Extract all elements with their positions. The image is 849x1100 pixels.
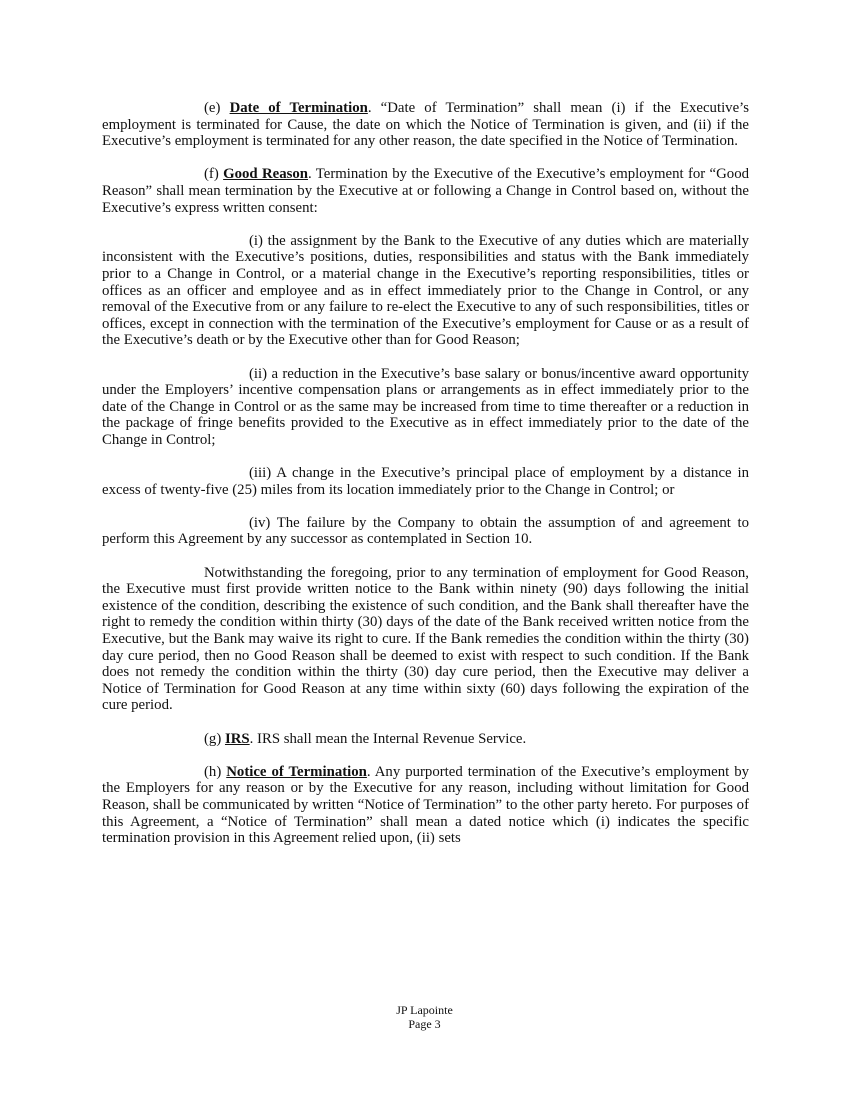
section-f-notwithstanding: Notwithstanding the foregoing, prior to any termination of employment for Good Reason, the Executive must first provide written notice to the Bank within ninety (90) days following the initial existence of the condition, describing the existence of such condition, and the Bank shall thereafter have the right to remedy the condition within thirty (30) days of the date of the Bank received written notice from the Executive, but the Bank may waive its right to cure. If the Bank remedies the condition within the thirty (30) day cure period, then no Good Reason shall be deemed to exist with respect to such condition. If the Bank does not remedy the condition within the thirty (30) day cure period, then the Executive may deliver a Notice of Termination for Good Reason at any time within sixty (60) days following the expiration of the cure period. [102,564,749,714]
section-f-item-ii: (ii) a reduction in the Executive’s base salary or bonus/incentive award opportunity under the Employers’ incentive compensation plans or arrangements as in effect immediately prior to the date of the Change in Control or as the same may be increased from time to time thereafter or a reduction in the package of fringe benefits provided to the Executive as in effect immediately prior to the date of the Change in Control; [102,365,749,448]
section-e-number: (e) [204,100,230,116]
section-g-number: (g) [204,730,225,747]
section-h-title: Notice of Termination [226,763,367,780]
section-f-paragraph [102,166,749,216]
section-h-text: . Any purported termination of the Executive’s employment by the Employers for any reason or by the Executive for any reason, including without limitation for Good Reason, shall be communicated by written “Notice of Termination” to the other party hereto. For purposes of this Agreement, a “Notice of Termination” shall mean a dated notice which (i) indicates the specific termination provision in this Agreement relied upon, (ii) sets [102,763,750,847]
section-e-paragraph [102,100,749,150]
section-g-text: . IRS shall mean the Internal Revenue Service. [249,730,527,747]
section-f-number: (f) [204,166,224,183]
section-f-text: . Termination by the Executive of the Executive’s employment for “Good Reason” shall mean termination by the Executive at or following a Change in Control based on, without the Executive’s express written consent: [102,166,749,216]
document-body [102,100,749,863]
section-g-paragraph [102,731,749,748]
section-f-item-iii: (iii) A change in the Executive’s principal place of employment by a distance in excess of twenty-five (25) miles from its location immediately prior to the Change in Control; or [102,465,749,498]
section-e-text: . “Date of Termination” shall mean (i) if the Executive’s employment is terminated for Cause, the date on which the Notice of Termination is given, and (ii) if the Executive’s employment is terminated for any other reason, the date specified in the Notice of Termination. [102,100,750,150]
section-h-number: (h) [204,763,227,780]
section-g-title: IRS [224,730,250,747]
section-e-title: Date of Termination [229,100,368,116]
section-f-title: Good Reason [223,166,309,183]
footer-page-number: Page 3 [408,1017,441,1031]
section-f-item-i: (i) the assignment by the Bank to the Executive of any duties which are materially inconsistent with the Executive’s positions, duties, responsibilities and status with the Bank immediately prior to a Change in Control, or a material change in the Executive’s reporting responsibilities, titles or offices as an officer and employee and as in effect immediately prior to the Change in Control, or any removal of the Executive from or any failure to re-elect the Executive to any of such responsibilities, titles or offices, except in connection with the termination of the Executive’s employment for Cause or as a result of the Executive’s death or by the Executive other than for Good Reason; [102,232,749,349]
section-f-item-iv: (iv) The failure by the Company to obtain the assumption of and agreement to perform this Agreement by any successor as contemplated in Section 10. [102,514,749,548]
footer-name: JP Lapointe [396,1003,453,1017]
section-h-paragraph [102,764,749,847]
